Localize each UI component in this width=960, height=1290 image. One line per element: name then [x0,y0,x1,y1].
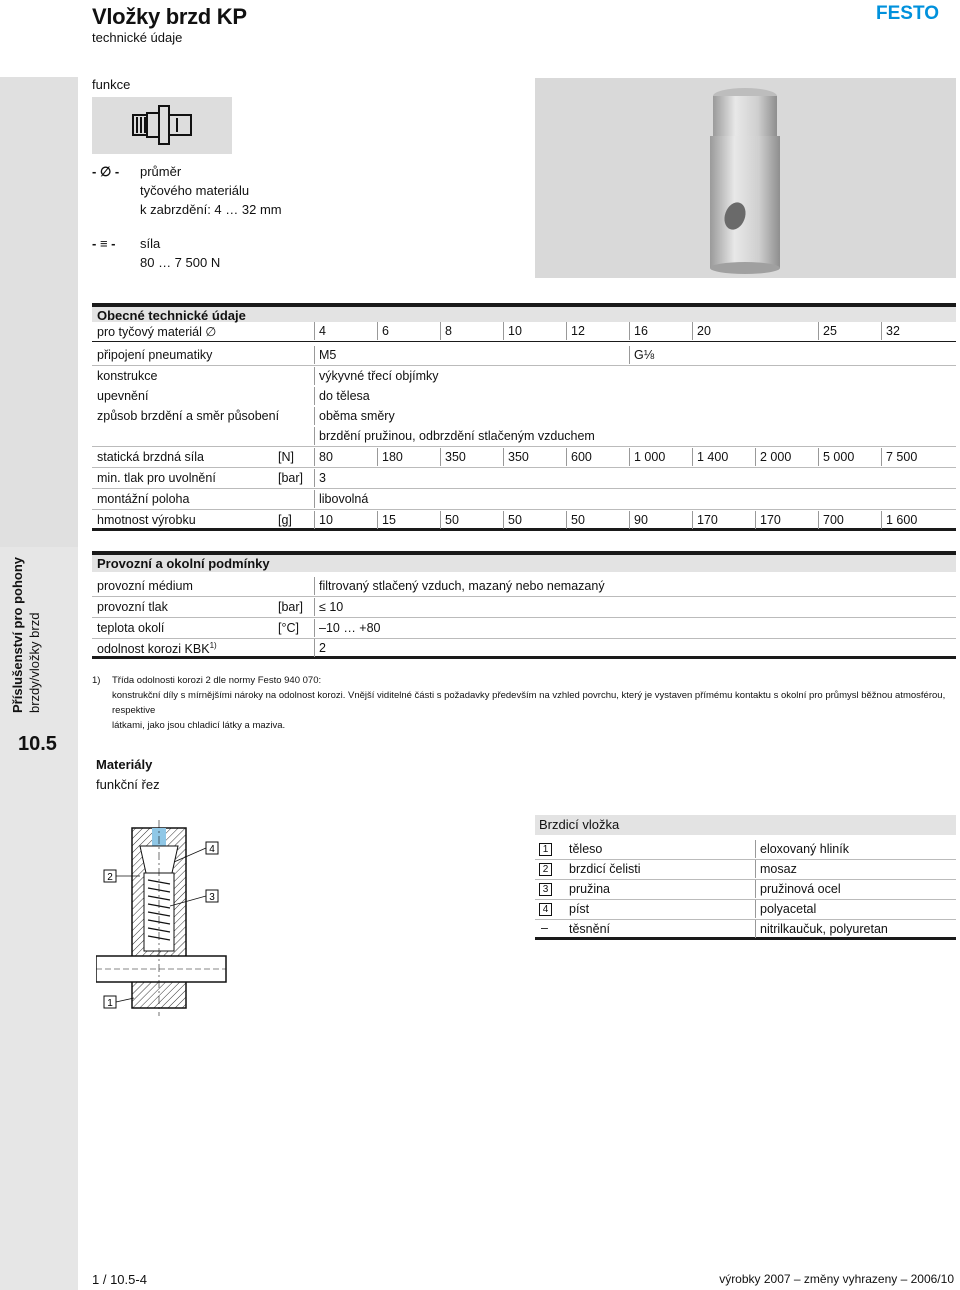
footer-note: výrobky 2007 – změny vyhrazeny – 2006/10 [719,1272,954,1286]
part-name: těsnění [569,922,611,936]
value-cell: 700 [823,513,844,527]
value-cell: 10 [319,513,333,527]
general-row-pneumatic-connection [92,346,956,366]
parts-row [535,900,956,920]
unit-cell: [°C] [278,621,299,635]
general-row-design [92,367,956,387]
value-cell: 2 [319,641,326,655]
value-cell: 2 000 [760,450,792,464]
part-material: mosaz [760,862,797,876]
value-cell: filtrovaný stlačený vzduch, mazaný nebo nemazaný [319,579,605,593]
value-cell: 16 [634,324,648,338]
general-table-title: Obecné technické údaje [92,303,956,322]
page-number: 1 / 10.5-4 [92,1272,147,1287]
value-cell: do tělesa [319,389,370,403]
value-cell: 170 [760,513,781,527]
operating-row-pressure [92,598,956,618]
general-row-braking-mode-2 [92,427,956,447]
unit-cell: [N] [278,450,294,464]
festo-logo [876,2,954,22]
operating-row-temperature [92,619,956,639]
part-number: – [541,921,548,935]
row-label: montážní poloha [97,492,190,506]
unit-cell: [g] [278,513,292,527]
value-cell: 25 [823,324,837,338]
parts-row [535,840,956,860]
function-label: funkce [92,77,131,92]
value-cell: ≤ 10 [319,600,344,614]
value-cell: 50 [508,513,522,527]
footnote-line-2: konstrukční díly s mírnějšími nároky na odolnost korozi. Vnější viditelné části s požadavky především na vzhled povrchu, který je vystaven přímému kontaktu s okolní pro průmysl běžnou atmosférou, respektive [112,690,946,716]
feature-force-line-1: síla [140,236,161,251]
general-row-weight [92,511,956,531]
corrosion-label: odolnost korozi KBK [97,642,210,657]
value-cell: 4 [319,324,326,338]
row-label: provozní médium [97,579,193,593]
row-label: připojení pneumatiky [97,348,213,362]
row-label [97,641,217,656]
value-cell: 10 [508,324,522,338]
row-label: provozní tlak [97,600,168,614]
general-row-static-brake-force [92,448,956,468]
value-cell: 350 [508,450,529,464]
operating-row-medium [92,577,956,597]
sidebar-category-label: Příslušenství pro pohony [10,556,25,713]
brake-insert-cylinder-image [535,78,956,278]
product-photo [535,78,956,278]
value-cell: 90 [634,513,648,527]
parts-table-title: Brzdicí vložka [535,815,956,835]
value-cell: 3 [319,471,326,485]
value-cell: M5 [319,348,337,362]
value-cell: 12 [571,324,585,338]
general-row-min-release-pressure [92,469,956,489]
parts-row [535,880,956,900]
value-cell: 15 [382,513,396,527]
feature-force [92,234,220,272]
footnote-mark: 1) [92,675,101,686]
festo-logo-text: FESTO [876,3,939,22]
value-cell: výkyvné třecí objímky [319,369,439,383]
functional-section-drawing [96,818,256,1018]
part-name: píst [569,902,590,916]
value-cell: 350 [445,450,466,464]
feature-force-line-2: 80 … 7 500 N [140,255,221,270]
unit-cell: [bar] [278,471,304,485]
part-material: eloxovaný hliník [760,842,849,856]
value-cell: 180 [382,450,403,464]
section-number: 10.5 [18,733,57,755]
value-cell: 600 [571,450,592,464]
value-cell: G⅛ [634,348,655,362]
materials-subtitle: funkční řez [96,777,160,792]
value-cell: 1 000 [634,450,666,464]
footnote [92,673,952,733]
part-name: pružina [569,882,610,896]
page-subtitle: technické údaje [92,30,183,45]
value-cell: 5 000 [823,450,855,464]
value-cell: libovolná [319,492,369,506]
row-label: konstrukce [97,369,158,383]
value-cell: 80 [319,450,333,464]
diameter-icon: - ∅ - [92,164,120,179]
row-label: upevnění [97,389,149,403]
value-cell: 50 [571,513,585,527]
general-row-mounting-position [92,490,956,510]
feature-diameter-line-2: tyčového materiálu [140,183,250,198]
parts-row [535,920,956,940]
row-label: statická brzdná síla [97,450,204,464]
function-symbol [92,97,232,154]
value-cell: 7 500 [886,450,918,464]
footnote-line-1: Třída odolnosti korozi 2 dle normy Festo 940 070: [112,675,322,686]
value-cell: 50 [445,513,459,527]
feature-diameter-line-1: průměr [140,164,182,179]
row-label: pro tyčový materiál ∅ [97,325,217,339]
value-cell: 1 600 [886,513,918,527]
pneumatic-symbol-icon [93,98,233,155]
general-row-mounting [92,387,956,407]
materials-title: Materiály [96,757,153,772]
feature-diameter-line-3: k zabrzdění: 4 … 32 mm [140,202,282,217]
operating-table-title: Provozní a okolní podmínky [92,551,956,572]
value-cell: 32 [886,324,900,338]
part-material: pružinová ocel [760,882,841,896]
value-cell: 8 [445,324,452,338]
sidebar-subcategory-label: brzdy/vložky brzd [27,612,42,713]
part-material: nitrilkaučuk, polyuretan [760,922,888,936]
value-cell: 1 400 [697,450,729,464]
part-name: brzdicí čelisti [569,862,641,876]
row-label: způsob brzdění a směr působení [97,409,280,423]
row-label: min. tlak pro uvolnění [97,471,216,485]
feature-diameter [92,162,282,219]
callout-4: 4 [209,844,215,855]
part-material: polyacetal [760,902,817,916]
part-number: 2 [539,863,552,876]
general-row-braking-mode [92,407,956,427]
value-cell: 6 [382,324,389,338]
value-cell: 170 [697,513,718,527]
unit-cell: [bar] [278,600,304,614]
part-number: 1 [539,843,552,856]
callout-1: 1 [107,998,113,1009]
general-row-rod-diameter [92,322,956,342]
value-cell: 20 [697,324,711,338]
footnote-line-3: látkami, jako jsou chladicí látky a maziva. [112,720,286,731]
force-icon: - ≡ - [92,236,116,251]
callout-2: 2 [107,872,113,883]
callout-3: 3 [209,892,215,903]
corrosion-footnote-mark: 1) [209,641,217,650]
part-name: těleso [569,842,603,856]
row-label: teplota okolí [97,621,165,635]
page-title: Vložky brzd KP [92,4,247,29]
parts-row [535,860,956,880]
part-number: 4 [539,903,552,916]
part-number: 3 [539,883,552,896]
value-cell: brzdění pružinou, odbrzdění stlačeným vzduchem [319,429,595,443]
sidebar-top [0,77,78,547]
value-cell: oběma směry [319,409,395,423]
row-label: hmotnost výrobku [97,513,196,527]
operating-row-corrosion [92,639,956,659]
value-cell: –10 … +80 [319,621,381,635]
